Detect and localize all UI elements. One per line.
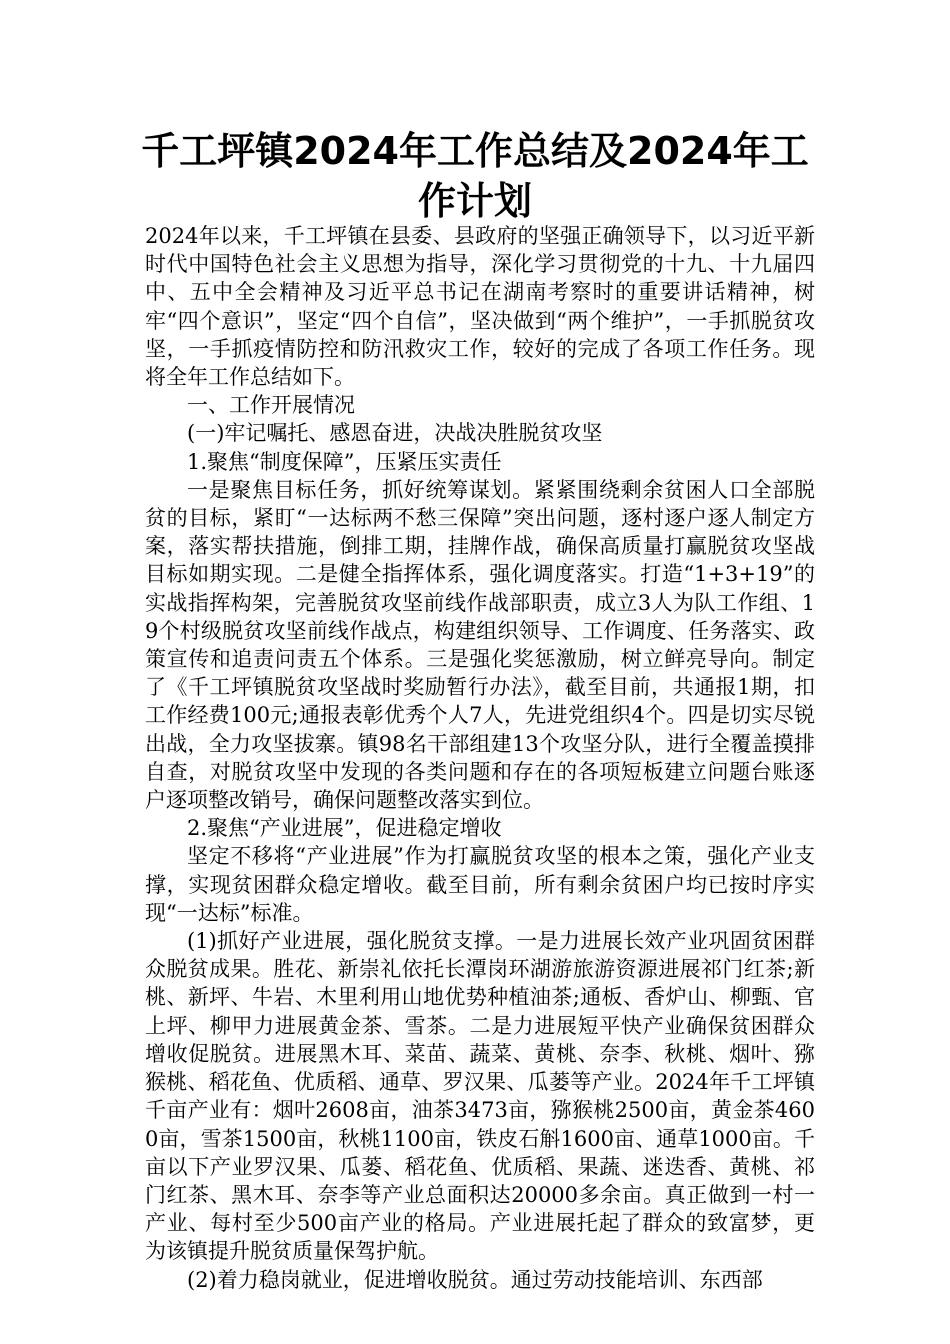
paragraph-industry-development: (1)抓好产业进展，强化脱贫支撑。一是力进展长效产业巩固贫困群众脱贫成果。胜花、新崇礼依托长潭岗环湖游旅游资源进展祁门红茶;新桃、新坪、牛岩、木里利用山地优势种植油茶;通板、香炉山、柳甄、官上坪、柳甲力进展黄金茶、雪茶。二是力进展短平快产业确保贫困群众增收促脱贫。进展黑木耳、菜苗、蔬菜、黄桃、奈李、秋桃、烟叶、猕猴桃、稻花鱼、优质稻、通草、罗汉果、瓜蒌等产业。2024年千工坪镇千亩产业有：烟叶2608亩，油茶3473亩，猕猴桃2500亩，黄金茶4600亩，雪茶1500亩，秋桃1100亩，铁皮石斛1600亩、通草1000亩。千亩以下产业罗汉果、瓜蒌、稻花鱼、优质稻、果蔬、迷迭香、黄桃、祁门红茶、黑木耳、奈李等产业总面积达20000多余亩。真正做到一村一产业、每村至少500亩产业的格局。产业进展托起了群众的致富梦，更为该镇提升脱贫质量保驾护航。 <box>145 929 815 1264</box>
document-body <box>145 222 815 1294</box>
document-title: 千工坪镇2024年工作总结及2024年工作计划 <box>141 129 809 223</box>
paragraph-system-guarantee: 一是聚焦目标任务，抓好统筹谋划。紧紧围绕剩余贫困人口全部脱贫的目标，紧盯“一达标两不愁三保障”突出问题，逐村逐户逐人制定方案，落实帮扶措施，倒排工期，挂牌作战，确保高质量打赢脱贫攻坚战目标如期实现。二是健全指挥体系，强化调度落实。打造“1+3+19”的实战指挥构架，完善脱贫攻坚前线作战部职责，成立3人为队工作组、19个村级脱贫攻坚前线作战点，构建组织领导、工作调度、任务落实、政策宣传和追责问责五个体系。三是强化奖惩激励，树立鲜亮导向。制定了《千工坪镇脱贫攻坚战时奖励暂行办法》，截至目前，共通报1期，扣工作经费100元;通报表彰优秀个人7人，先进党组织4个。四是切实尽锐出战，全力攻坚拔寨。镇98名干部组建13个攻坚分队，进行全覆盖摸排自查，对脱贫攻坚中发现的各类问题和存在的各项短板建立问题台账逐户逐项整改销号，确保问题整改落实到位。 <box>145 477 815 813</box>
paragraph-employment: (2)着力稳岗就业，促进增收脱贫。通过劳动技能培训、东西部 <box>187 1267 763 1292</box>
item-heading-industry-progress: 2.聚焦“产业进展”，促进稳定增收 <box>187 816 502 841</box>
paragraph-industry-intro: 坚定不移将“产业进展”作为打赢脱贫攻坚的根本之策，强化产业支撑，实现贫困群众稳定增收。截至目前，所有剩余贫困户均已按时序实现“一达标”标准。 <box>145 844 815 925</box>
subsection-heading-poverty-alleviation: (一)牢记嘱托、感恩奋进，决战决胜脱贫攻坚 <box>187 421 603 446</box>
item-heading-system-guarantee: 1.聚焦“制度保障”，压紧压实责任 <box>187 449 502 474</box>
section-heading-work-status: 一、工作开展情况 <box>187 393 355 418</box>
intro-paragraph: 2024年以来，千工坪镇在县委、县政府的坚强正确领导下，以习近平新时代中国特色社会主义思想为指导，深化学习贯彻党的十九、十九届四中、五中全会精神及习近平总书记在湖南考察时的重要讲话精神，树牢“四个意识”，坚定“四个自信”，坚决做到“两个维护”，一手抓脱贫攻坚，一手抓疫情防控和防汛救灾工作，较好的完成了各项工作任务。现将全年工作总结如下。 <box>145 224 815 390</box>
